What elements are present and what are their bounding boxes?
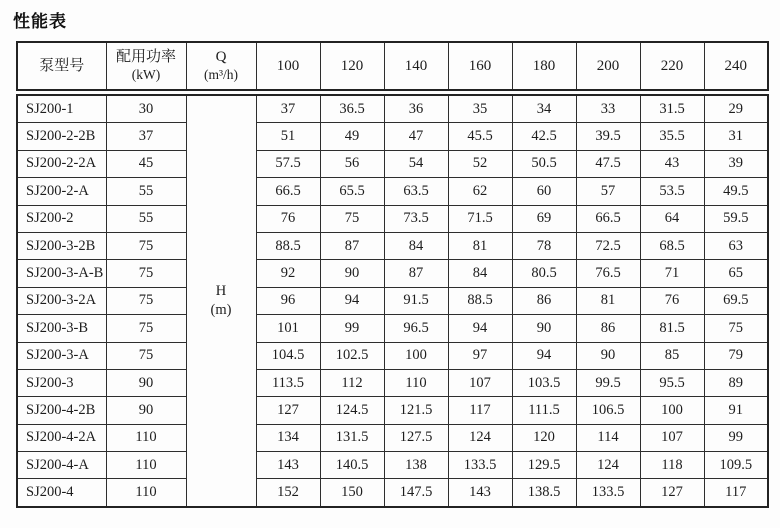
head-value-cell: 124.5 (320, 397, 384, 424)
head-value-cell: 31 (704, 123, 768, 150)
flow-header-cell: 180 (512, 42, 576, 90)
flow-header-cell: 200 (576, 42, 640, 90)
head-value-cell: 133.5 (448, 452, 512, 479)
head-value-cell: 127 (256, 397, 320, 424)
pump-model-cell: SJ200-3 (17, 369, 106, 396)
head-value-cell: 92 (256, 260, 320, 287)
power-cell: 110 (106, 452, 186, 479)
pump-model-cell: SJ200-4-2B (17, 397, 106, 424)
power-cell: 55 (106, 178, 186, 205)
head-value-cell: 64 (640, 205, 704, 232)
power-cell: 90 (106, 369, 186, 396)
table-row (17, 95, 768, 123)
col-header-rated-power (106, 42, 186, 90)
head-value-cell: 111.5 (512, 397, 576, 424)
head-value-cell: 68.5 (640, 232, 704, 259)
head-value-cell: 110 (384, 369, 448, 396)
table-row (17, 178, 768, 205)
head-value-cell: 96.5 (384, 315, 448, 342)
head-value-cell: 114 (576, 424, 640, 451)
head-value-cell: 49 (320, 123, 384, 150)
head-value-cell: 72.5 (576, 232, 640, 259)
power-cell: 37 (106, 123, 186, 150)
head-value-cell: 129.5 (512, 452, 576, 479)
head-value-cell: 147.5 (384, 479, 448, 507)
head-value-cell: 90 (512, 315, 576, 342)
col-header-flow-q (186, 42, 256, 90)
head-value-cell: 69 (512, 205, 576, 232)
head-unit-cell (186, 95, 256, 507)
head-value-cell: 75 (320, 205, 384, 232)
table-row (17, 452, 768, 479)
table-body (16, 94, 769, 508)
table-row (17, 287, 768, 314)
head-value-cell: 54 (384, 150, 448, 177)
head-value-cell: 124 (576, 452, 640, 479)
head-value-cell: 73.5 (384, 205, 448, 232)
head-value-cell: 99 (704, 424, 768, 451)
head-value-cell: 90 (576, 342, 640, 369)
head-value-cell: 45.5 (448, 123, 512, 150)
head-value-cell: 120 (512, 424, 576, 451)
head-value-cell: 81 (576, 287, 640, 314)
head-value-cell: 87 (384, 260, 448, 287)
flow-header-cell: 220 (640, 42, 704, 90)
document-page (0, 7, 780, 508)
head-value-cell: 86 (512, 287, 576, 314)
table-row (17, 397, 768, 424)
head-value-cell: 89 (704, 369, 768, 396)
head-value-cell: 29 (704, 95, 768, 123)
pump-model-cell: SJ200-3-2A (17, 287, 106, 314)
performance-table (16, 41, 767, 508)
head-value-cell: 101 (256, 315, 320, 342)
head-value-cell: 39.5 (576, 123, 640, 150)
pump-model-cell: SJ200-3-A (17, 342, 106, 369)
head-value-cell: 34 (512, 95, 576, 123)
head-value-cell: 113.5 (256, 369, 320, 396)
head-value-cell: 107 (448, 369, 512, 396)
head-value-cell: 84 (384, 232, 448, 259)
pump-model-cell: SJ200-4-2A (17, 424, 106, 451)
head-value-cell: 94 (512, 342, 576, 369)
head-value-cell: 152 (256, 479, 320, 507)
head-value-cell: 100 (384, 342, 448, 369)
table-row (17, 479, 768, 507)
head-value-cell: 96 (256, 287, 320, 314)
power-cell: 110 (106, 424, 186, 451)
head-value-cell: 112 (320, 369, 384, 396)
head-value-cell: 91.5 (384, 287, 448, 314)
pump-model-cell: SJ200-3-B (17, 315, 106, 342)
head-value-cell: 94 (320, 287, 384, 314)
flow-header-cell: 140 (384, 42, 448, 90)
head-value-cell: 100 (640, 397, 704, 424)
head-value-cell: 143 (448, 479, 512, 507)
head-value-cell: 84 (448, 260, 512, 287)
pump-model-cell: SJ200-4 (17, 479, 106, 507)
head-value-cell: 63.5 (384, 178, 448, 205)
col-header-pump-model: 泵型号 (17, 42, 106, 90)
head-value-cell: 59.5 (704, 205, 768, 232)
head-value-cell: 76 (256, 205, 320, 232)
head-value-cell: 35 (448, 95, 512, 123)
head-value-cell: 62 (448, 178, 512, 205)
table-header (16, 41, 769, 91)
head-value-cell: 51 (256, 123, 320, 150)
head-value-cell: 150 (320, 479, 384, 507)
flow-header-cell: 100 (256, 42, 320, 90)
head-value-cell: 127 (640, 479, 704, 507)
head-value-cell: 42.5 (512, 123, 576, 150)
table-row (17, 424, 768, 451)
head-value-cell: 109.5 (704, 452, 768, 479)
head-value-cell: 140.5 (320, 452, 384, 479)
head-value-cell: 102.5 (320, 342, 384, 369)
head-value-cell: 118 (640, 452, 704, 479)
head-value-cell: 37 (256, 95, 320, 123)
head-value-cell: 88.5 (256, 232, 320, 259)
head-value-cell: 56 (320, 150, 384, 177)
head-value-cell: 36 (384, 95, 448, 123)
head-value-cell: 97 (448, 342, 512, 369)
head-value-cell: 76 (640, 287, 704, 314)
rated-power-unit: (kW) (131, 66, 161, 82)
head-value-cell: 90 (320, 260, 384, 287)
head-value-cell: 39 (704, 150, 768, 177)
pump-model-cell: SJ200-2-2B (17, 123, 106, 150)
pump-model-cell: SJ200-1 (17, 95, 106, 123)
flow-header-cell: 160 (448, 42, 512, 90)
head-value-cell: 57.5 (256, 150, 320, 177)
head-value-cell: 47 (384, 123, 448, 150)
head-value-cell: 88.5 (448, 287, 512, 314)
head-value-cell: 95.5 (640, 369, 704, 396)
flow-header-cell: 120 (320, 42, 384, 90)
table-row (17, 369, 768, 396)
head-unit: (m) (210, 301, 232, 318)
head-value-cell: 86 (576, 315, 640, 342)
head-value-cell: 80.5 (512, 260, 576, 287)
table-row (17, 315, 768, 342)
head-value-cell: 143 (256, 452, 320, 479)
table-row (17, 342, 768, 369)
head-value-cell: 76.5 (576, 260, 640, 287)
table-row (17, 260, 768, 287)
pump-model-cell: SJ200-3-2B (17, 232, 106, 259)
flow-unit: (m³/h) (203, 66, 239, 82)
head-value-cell: 75 (704, 315, 768, 342)
head-value-cell: 71.5 (448, 205, 512, 232)
power-cell: 75 (106, 287, 186, 314)
head-value-cell: 79 (704, 342, 768, 369)
head-value-cell: 43 (640, 150, 704, 177)
power-cell: 45 (106, 150, 186, 177)
power-cell: 75 (106, 342, 186, 369)
power-cell: 75 (106, 232, 186, 259)
table-row (17, 123, 768, 150)
table-row (17, 150, 768, 177)
pump-model-cell: SJ200-2-A (17, 178, 106, 205)
head-value-cell: 124 (448, 424, 512, 451)
head-value-cell: 85 (640, 342, 704, 369)
pump-model-cell: SJ200-2 (17, 205, 106, 232)
head-value-cell: 66.5 (256, 178, 320, 205)
power-cell: 30 (106, 95, 186, 123)
head-value-cell: 106.5 (576, 397, 640, 424)
head-value-cell: 69.5 (704, 287, 768, 314)
head-value-cell: 127.5 (384, 424, 448, 451)
head-value-cell: 133.5 (576, 479, 640, 507)
head-value-cell: 47.5 (576, 150, 640, 177)
head-value-cell: 81 (448, 232, 512, 259)
head-value-cell: 138 (384, 452, 448, 479)
power-cell: 90 (106, 397, 186, 424)
head-value-cell: 52 (448, 150, 512, 177)
head-value-cell: 66.5 (576, 205, 640, 232)
table-row (17, 205, 768, 232)
head-value-cell: 65.5 (320, 178, 384, 205)
head-value-cell: 63 (704, 232, 768, 259)
head-value-cell: 131.5 (320, 424, 384, 451)
head-value-cell: 103.5 (512, 369, 576, 396)
head-value-cell: 99 (320, 315, 384, 342)
head-value-cell: 81.5 (640, 315, 704, 342)
flow-symbol: Q (215, 49, 227, 66)
power-cell: 75 (106, 315, 186, 342)
head-value-cell: 138.5 (512, 479, 576, 507)
head-value-cell: 104.5 (256, 342, 320, 369)
power-cell: 110 (106, 479, 186, 507)
table-row (17, 232, 768, 259)
pump-model-cell: SJ200-2-2A (17, 150, 106, 177)
head-value-cell: 57 (576, 178, 640, 205)
head-value-cell: 121.5 (384, 397, 448, 424)
head-value-cell: 50.5 (512, 150, 576, 177)
head-value-cell: 99.5 (576, 369, 640, 396)
head-value-cell: 53.5 (640, 178, 704, 205)
rated-power-label: 配用功率 (115, 49, 176, 66)
head-value-cell: 134 (256, 424, 320, 451)
head-value-cell: 65 (704, 260, 768, 287)
head-value-cell: 117 (704, 479, 768, 507)
head-symbol: H (215, 283, 227, 300)
head-value-cell: 117 (448, 397, 512, 424)
pump-model-cell: SJ200-3-A-B (17, 260, 106, 287)
header-row (17, 42, 768, 90)
head-value-cell: 35.5 (640, 123, 704, 150)
page-title: 性能表 (13, 12, 67, 31)
power-cell: 75 (106, 260, 186, 287)
head-value-cell: 36.5 (320, 95, 384, 123)
power-cell: 55 (106, 205, 186, 232)
head-value-cell: 60 (512, 178, 576, 205)
head-value-cell: 78 (512, 232, 576, 259)
pump-model-cell: SJ200-4-A (17, 452, 106, 479)
head-value-cell: 33 (576, 95, 640, 123)
head-value-cell: 31.5 (640, 95, 704, 123)
head-value-cell: 49.5 (704, 178, 768, 205)
head-value-cell: 87 (320, 232, 384, 259)
head-value-cell: 94 (448, 315, 512, 342)
head-value-cell: 107 (640, 424, 704, 451)
head-value-cell: 71 (640, 260, 704, 287)
flow-header-cell: 240 (704, 42, 768, 90)
head-value-cell: 91 (704, 397, 768, 424)
